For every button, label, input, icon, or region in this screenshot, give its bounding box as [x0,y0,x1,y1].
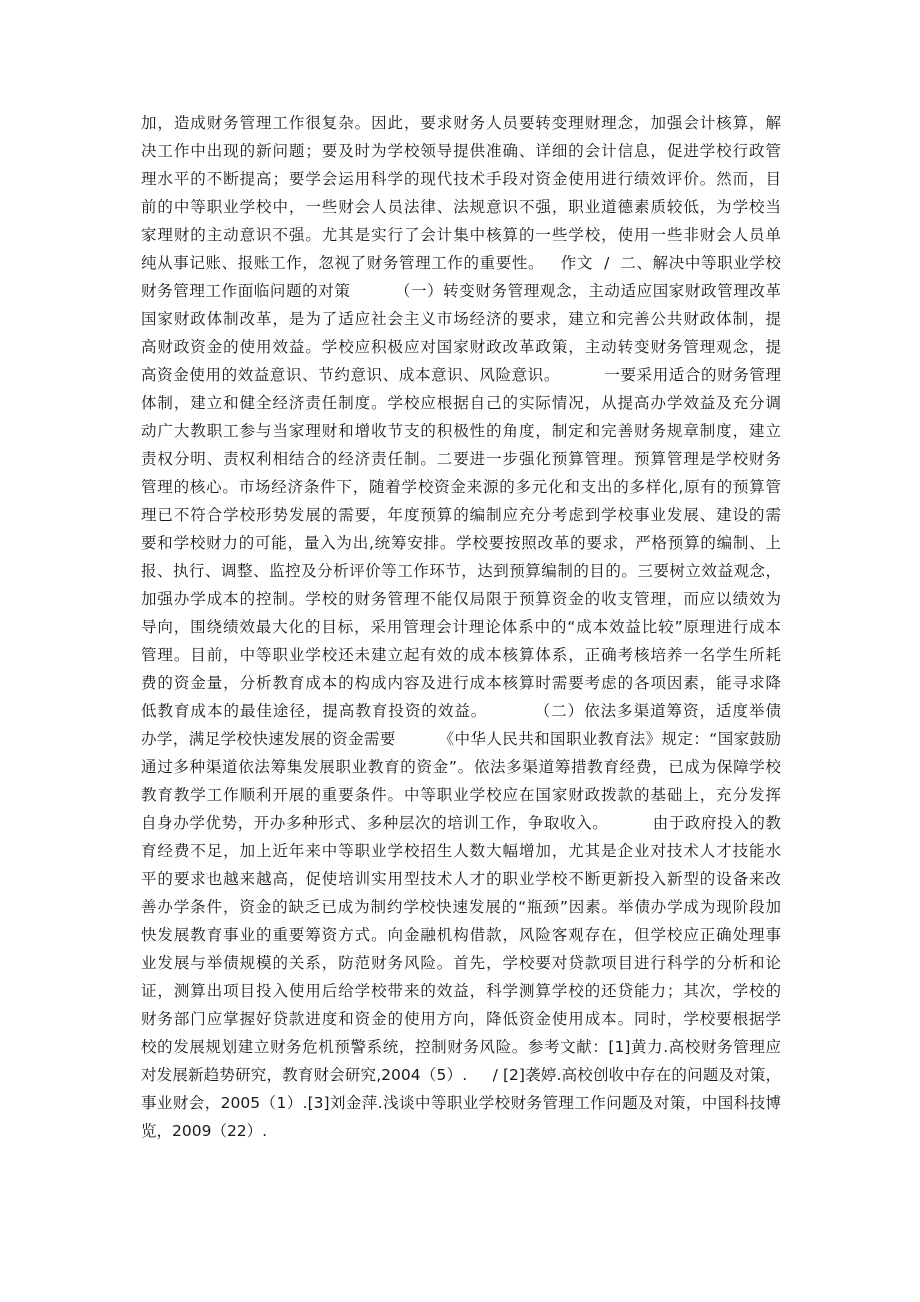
text-line: 纯从事记账、报账工作，忽视了财务管理工作的重要性。 作文 / 二、解决中等职业学校 [141,254,781,272]
text-line: 报、执行、调整、监控及分析评价等工作环节，达到预算编制的目的。三要树立效益观念， [141,562,781,580]
text-line: 校的发展规划建立财务危机预警系统，控制财务风险。参考文献：[1]黄力.高校财务管理应 [141,1038,781,1056]
text-line: 费的资金量，分析教育成本的构成内容及进行成本核算时需要考虑的各项因素，能寻求降 [141,674,781,692]
text-line: 家理财的主动意识不强。尤其是实行了会计集中核算的一些学校，使用一些非财会人员单 [141,226,781,244]
text-line: 管理。目前，中等职业学校还未建立起有效的成本核算体系，正确考核培养一名学生所耗 [141,646,781,664]
text-line: 理已不符合学校形势发展的需要，年度预算的编制应充分考虑到学校事业发展、建设的需 [141,506,781,524]
text-line: 对发展新趋势研究，教育财会研究,2004（5）. / [2]袭婷.高校创收中存在的问题及对策， [141,1066,781,1084]
text-line: 善办学条件，资金的缺乏已成为制约学校快速发展的“瓶颈”因素。举债办学成为现阶段加 [141,898,781,916]
text-line: 证，测算出项目投入使用后给学校带来的效益，科学测算学校的还贷能力；其次，学校的 [141,982,781,1000]
text-line: 平的要求也越来越高，促使培训实用型技术人才的职业学校不断更新投入新型的设备来改 [141,870,781,888]
text-line: 财务部门应掌握好贷款进度和资金的使用方向，降低资金使用成本。同时，学校要根据学 [141,1010,781,1028]
text-line: 管理的核心。市场经济条件下，随着学校资金来源的多元化和支出的多样化,原有的预算管 [141,478,781,496]
text-line: 前的中等职业学校中，一些财会人员法律、法规意识不强，职业道德素质较低，为学校当 [141,198,781,216]
text-line: 高资金使用的效益意识、节约意识、成本意识、风险意识。 一要采用适合的财务管理 [141,366,781,384]
text-line: 自身办学优势，开办多种形式、多种层次的培训工作，争取收入。 由于政府投入的教 [141,814,781,832]
text-line: 育经费不足，加上近年来中等职业学校招生人数大幅增加，尤其是企业对技术人才技能水 [141,842,781,860]
text-line: 教育教学工作顺利开展的重要条件。中等职业学校应在国家财政拨款的基础上，充分发挥 [141,786,781,804]
text-line: 责权分明、责权利相结合的经济责任制。二要进一步强化预算管理。预算管理是学校财务 [141,450,781,468]
document-body [141,109,781,1145]
text-line: 办学，满足学校快速发展的资金需要 《中华人民共和国职业教育法》规定：“国家鼓励 [141,730,781,748]
text-line: 决工作中出现的新问题；要及时为学校领导提供准确、详细的会计信息，促进学校行政管 [141,142,781,160]
text-line-last: 览，2009（22）. [141,1122,268,1140]
text-line: 导向，围绕绩效最大化的目标，采用管理会计理论体系中的“成本效益比较”原理进行成本 [141,618,781,636]
text-line: 低教育成本的最佳途径，提高教育投资的效益。 （二）依法多渠道筹资，适度举债 [141,702,781,720]
text-line: 加，造成财务管理工作很复杂。因此，要求财务人员要转变理财理念，加强会计核算，解 [141,114,781,132]
text-line: 财务管理工作面临问题的对策 （一）转变财务管理观念，主动适应国家财政管理改革 [141,282,781,300]
text-line: 理水平的不断提高；要学会运用科学的现代技术手段对资金使用进行绩效评价。然而，目 [141,170,781,188]
text-line: 动广大教职工参与当家理财和增收节支的积极性的角度，制定和完善财务规章制度，建立 [141,422,781,440]
text-line: 业发展与举债规模的关系，防范财务风险。首先，学校要对贷款项目进行科学的分析和论 [141,954,781,972]
text-line: 要和学校财力的可能，量入为出,统筹安排。学校要按照改革的要求，严格预算的编制、上 [141,534,781,552]
text-line: 事业财会，2005（1）.[3]刘金萍.浅谈中等职业学校财务管理工作问题及对策，中国科技博 [141,1094,781,1112]
text-line: 国家财政体制改革，是为了适应社会主义市场经济的要求，建立和完善公共财政体制，提 [141,310,781,328]
text-line: 加强办学成本的控制。学校的财务管理不能仅局限于预算资金的收支管理，而应以绩效为 [141,590,781,608]
text-line: 快发展教育事业的重要筹资方式。向金融机构借款，风险客观存在，但学校应正确处理事 [141,926,781,944]
text-line: 通过多种渠道依法筹集发展职业教育的资金”。依法多渠道筹措教育经费，已成为保障学校 [141,758,781,776]
text-line: 体制，建立和健全经济责任制度。学校应根据自己的实际情况，从提高办学效益及充分调 [141,394,781,412]
text-line: 高财政资金的使用效益。学校应积极应对国家财政改革政策，主动转变财务管理观念，提 [141,338,781,356]
